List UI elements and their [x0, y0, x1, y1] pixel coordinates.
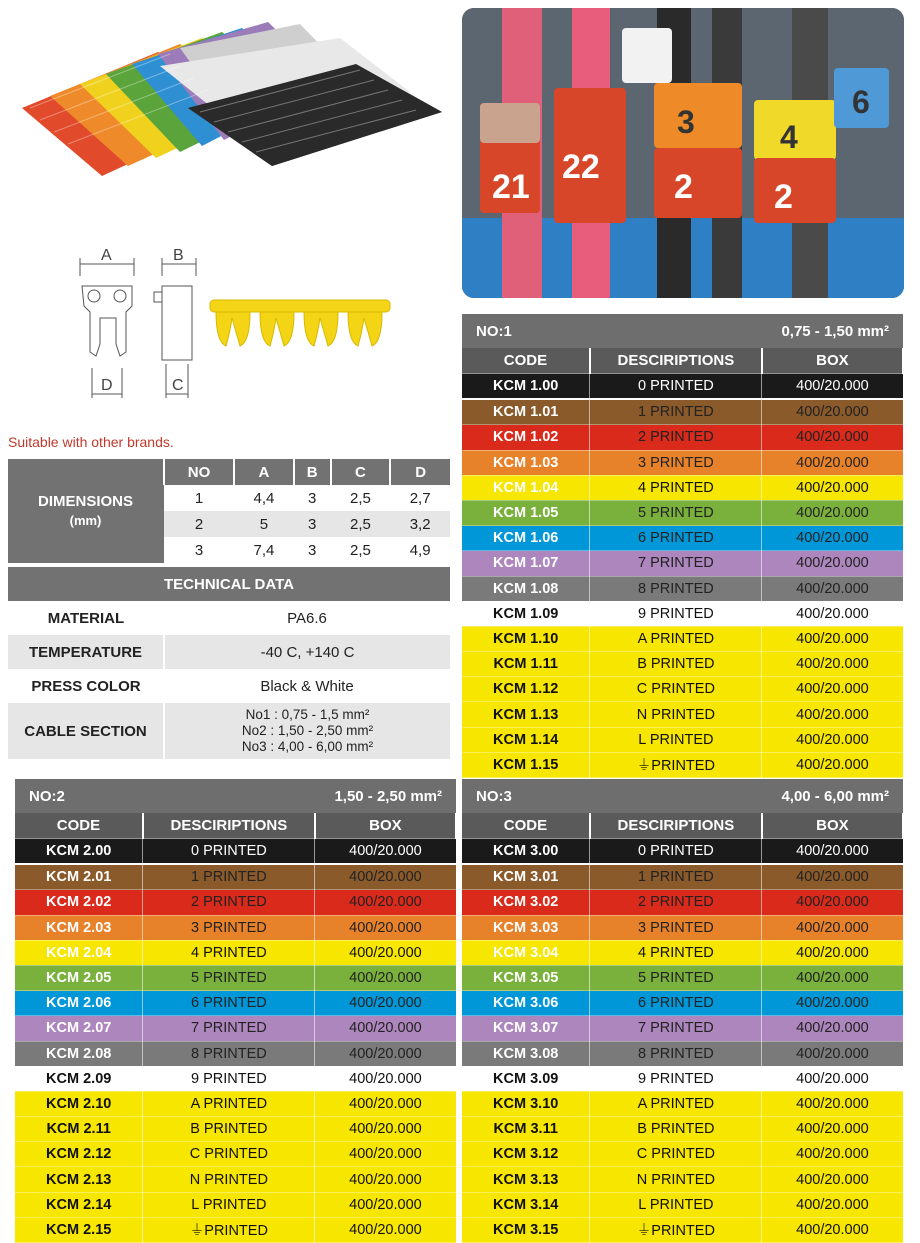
product-code: KCM 2.03: [15, 915, 143, 940]
product-description: ⏚PRINTED: [143, 1217, 315, 1242]
product-code: KCM 2.15: [15, 1217, 143, 1242]
product-description: 5 PRINTED: [590, 965, 762, 990]
product-description: 8 PRINTED: [590, 1041, 762, 1066]
temperature-value: -40 C, +140 C: [164, 635, 450, 669]
product-box: 400/20.000: [762, 500, 903, 525]
cable-markers-photo: [462, 8, 904, 298]
product-box: 400/20.000: [762, 399, 903, 425]
press-color-value: Black & White: [260, 677, 354, 695]
table-title: NO:1: [476, 322, 512, 340]
product-row: [462, 1041, 903, 1066]
product-row: [462, 991, 903, 1016]
product-code: KCM 3.07: [462, 1016, 590, 1041]
product-description: 5 PRINTED: [143, 965, 315, 990]
product-description: B PRINTED: [590, 1117, 762, 1142]
product-code: KCM 2.13: [15, 1167, 143, 1192]
product-code: KCM 1.05: [462, 500, 590, 525]
product-description: 0 PRINTED: [590, 839, 762, 865]
table-range: 4,00 - 6,00 mm²: [781, 787, 889, 805]
product-code: KCM 3.01: [462, 864, 590, 890]
product-description: 1 PRINTED: [590, 864, 762, 890]
product-description: L PRINTED: [143, 1192, 315, 1217]
product-code: KCM 3.05: [462, 965, 590, 990]
product-description: B PRINTED: [143, 1117, 315, 1142]
product-box: 400/20.000: [762, 839, 903, 865]
product-description: 0 PRINTED: [590, 374, 762, 400]
product-row: [462, 601, 903, 626]
diagram-label-a: A: [101, 247, 112, 264]
product-description: 7 PRINTED: [143, 1016, 315, 1041]
product-code: KCM 2.08: [15, 1041, 143, 1066]
dim-cell: 4,9: [409, 541, 431, 559]
column-header-box: BOX: [315, 813, 456, 839]
dim-cell: 3: [308, 515, 317, 533]
dim-cell: 3: [308, 489, 317, 507]
svg-text:22: 22: [562, 148, 600, 186]
product-description: 7 PRINTED: [590, 1016, 762, 1041]
product-code: KCM 2.05: [15, 965, 143, 990]
product-row: [462, 864, 903, 890]
dimensions-table: [8, 459, 450, 563]
product-description: B PRINTED: [590, 652, 762, 677]
svg-text:4: 4: [780, 119, 798, 155]
dim-cell: 2,5: [349, 515, 371, 533]
product-code: KCM 2.07: [15, 1016, 143, 1041]
product-description: L PRINTED: [590, 1192, 762, 1217]
product-row: [15, 991, 456, 1016]
product-code: KCM 1.01: [462, 399, 590, 425]
product-code: KCM 3.10: [462, 1091, 590, 1116]
product-row: [462, 450, 903, 475]
product-box: 400/20.000: [315, 940, 456, 965]
product-description: C PRINTED: [590, 1142, 762, 1167]
product-description: C PRINTED: [143, 1142, 315, 1167]
product-box: 400/20.000: [762, 702, 903, 727]
product-box: 400/20.000: [762, 374, 903, 400]
product-box: 400/20.000: [762, 864, 903, 890]
product-box: 400/20.000: [762, 915, 903, 940]
technical-title: TECHNICAL DATA: [8, 567, 450, 601]
product-description: 8 PRINTED: [590, 576, 762, 601]
product-description: 4 PRINTED: [590, 940, 762, 965]
product-code: KCM 3.13: [462, 1167, 590, 1192]
dim-cell: 3,2: [409, 515, 431, 533]
product-table-no1: [462, 314, 904, 778]
product-code: KCM 2.14: [15, 1192, 143, 1217]
product-row: [462, 425, 903, 450]
product-code: KCM 3.11: [462, 1117, 590, 1142]
product-box: 400/20.000: [762, 1066, 903, 1091]
product-row: [462, 677, 903, 702]
dimensions-label-cell: [8, 459, 164, 563]
product-description: 2 PRINTED: [143, 890, 315, 915]
diagram-label-d: D: [101, 377, 113, 394]
diagram-label-c: C: [172, 377, 184, 394]
material-value: PA6.6: [287, 609, 327, 627]
product-description: A PRINTED: [590, 626, 762, 651]
cable-section-line: No1 : 0,75 - 1,5 mm²: [245, 707, 370, 722]
product-row: [462, 1016, 903, 1041]
product-code: KCM 1.15: [462, 752, 590, 777]
product-box: 400/20.000: [315, 1041, 456, 1066]
product-box: 400/20.000: [762, 677, 903, 702]
dimensions-label: DIMENSIONS: [37, 493, 133, 510]
product-row: [462, 727, 903, 752]
product-code: KCM 2.02: [15, 890, 143, 915]
dim-header-c: C: [331, 459, 391, 485]
product-box: 400/20.000: [762, 1016, 903, 1041]
table-header-bar: [462, 314, 903, 348]
product-description: N PRINTED: [590, 702, 762, 727]
product-row: [462, 1091, 903, 1116]
product-row: [15, 940, 456, 965]
compatibility-note: Suitable with other brands.: [8, 434, 174, 450]
dim-header-a: A: [234, 459, 294, 485]
product-description: ⏚PRINTED: [590, 1217, 762, 1242]
product-box: 400/20.000: [762, 576, 903, 601]
product-code: KCM 2.01: [15, 864, 143, 890]
product-description: A PRINTED: [143, 1091, 315, 1116]
dim-header-b: B: [294, 459, 331, 485]
product-description: 4 PRINTED: [143, 940, 315, 965]
product-description: N PRINTED: [590, 1167, 762, 1192]
dim-cell: 3: [308, 541, 317, 559]
product-description: 6 PRINTED: [143, 991, 315, 1016]
product-row: [462, 1167, 903, 1192]
product-row: [15, 1091, 456, 1116]
product-box: 400/20.000: [762, 1091, 903, 1116]
product-description: 2 PRINTED: [590, 425, 762, 450]
product-code: KCM 1.06: [462, 526, 590, 551]
product-row: [15, 1041, 456, 1066]
product-description: 7 PRINTED: [590, 551, 762, 576]
product-box: 400/20.000: [762, 965, 903, 990]
product-description: ⏚PRINTED: [590, 752, 762, 777]
product-row: [15, 1192, 456, 1217]
product-row: [462, 551, 903, 576]
product-box: 400/20.000: [315, 1066, 456, 1091]
product-code: KCM 1.12: [462, 677, 590, 702]
svg-text:2: 2: [674, 168, 693, 206]
product-code: KCM 1.02: [462, 425, 590, 450]
product-box: 400/20.000: [315, 890, 456, 915]
column-header-description: DESCIRIPTIONS: [590, 348, 762, 374]
product-box: 400/20.000: [762, 1041, 903, 1066]
dim-cell: 2: [194, 515, 204, 533]
product-row: [462, 915, 903, 940]
product-code: KCM 3.15: [462, 1217, 590, 1242]
dim-cell: 7,4: [253, 541, 275, 559]
product-table-no3: [462, 779, 904, 1243]
product-code: KCM 3.04: [462, 940, 590, 965]
column-header-box: BOX: [762, 348, 903, 374]
product-row: [462, 500, 903, 525]
product-row: [15, 1167, 456, 1192]
product-row: [462, 702, 903, 727]
product-description: 6 PRINTED: [590, 991, 762, 1016]
dim-cell: 3: [194, 541, 204, 559]
temperature-label: TEMPERATURE: [28, 643, 143, 661]
product-code: KCM 1.04: [462, 475, 590, 500]
dim-header-no: NO: [164, 459, 234, 485]
dim-cell: 4,4: [253, 489, 275, 507]
product-row: [15, 1142, 456, 1167]
column-header-description: DESCIRIPTIONS: [590, 813, 762, 839]
column-header-code: CODE: [462, 348, 590, 374]
product-code: KCM 3.00: [462, 839, 590, 865]
product-description: 3 PRINTED: [590, 450, 762, 475]
product-code: KCM 1.00: [462, 374, 590, 400]
product-code: KCM 1.07: [462, 551, 590, 576]
product-row: [462, 965, 903, 990]
product-description: 2 PRINTED: [590, 890, 762, 915]
product-table-no2: [15, 779, 457, 1243]
product-box: 400/20.000: [315, 965, 456, 990]
product-code: KCM 2.00: [15, 839, 143, 865]
product-description: N PRINTED: [143, 1167, 315, 1192]
product-box: 400/20.000: [315, 1117, 456, 1142]
product-code: KCM 3.03: [462, 915, 590, 940]
table-header-bar: [15, 779, 456, 813]
dim-cell: 5: [259, 515, 269, 533]
product-row: [462, 752, 903, 777]
product-box: 400/20.000: [315, 1217, 456, 1242]
product-row: [462, 526, 903, 551]
product-box: 400/20.000: [315, 1091, 456, 1116]
product-description: 0 PRINTED: [143, 839, 315, 865]
product-box: 400/20.000: [762, 1117, 903, 1142]
marker-sheets-image: [10, 8, 450, 188]
product-row: [462, 1192, 903, 1217]
cable-section-line: No2 : 1,50 - 2,50 mm²: [241, 723, 374, 738]
product-row: [15, 839, 456, 865]
dim-cell: 2,5: [349, 541, 371, 559]
product-row: [462, 399, 903, 425]
product-row: [462, 1217, 903, 1242]
material-label: MATERIAL: [47, 609, 125, 627]
product-description: 6 PRINTED: [590, 526, 762, 551]
product-box: 400/20.000: [762, 450, 903, 475]
product-box: 400/20.000: [315, 864, 456, 890]
diagram-label-b: B: [173, 247, 184, 264]
cable-section-values: [164, 703, 450, 759]
product-code: KCM 3.02: [462, 890, 590, 915]
product-description: 8 PRINTED: [143, 1041, 315, 1066]
product-description: 3 PRINTED: [143, 915, 315, 940]
product-row: [15, 1016, 456, 1041]
product-box: 400/20.000: [762, 1167, 903, 1192]
product-code: KCM 1.14: [462, 727, 590, 752]
product-code: KCM 1.10: [462, 626, 590, 651]
product-code: KCM 2.06: [15, 991, 143, 1016]
dim-cell: 2,7: [409, 489, 431, 507]
product-code: KCM 3.14: [462, 1192, 590, 1217]
product-box: 400/20.000: [315, 1167, 456, 1192]
product-row: [462, 374, 903, 400]
product-row: [462, 1142, 903, 1167]
column-header-code: CODE: [15, 813, 143, 839]
product-box: 400/20.000: [762, 425, 903, 450]
product-row: [15, 1066, 456, 1091]
column-header-box: BOX: [762, 813, 903, 839]
product-row: [15, 1117, 456, 1142]
product-row: [15, 864, 456, 890]
product-description: C PRINTED: [590, 677, 762, 702]
table-range: 0,75 - 1,50 mm²: [781, 322, 889, 340]
product-box: 400/20.000: [315, 1016, 456, 1041]
product-row: [462, 890, 903, 915]
product-code: KCM 2.04: [15, 940, 143, 965]
product-box: 400/20.000: [762, 991, 903, 1016]
product-row: [462, 475, 903, 500]
column-header-code: CODE: [462, 813, 590, 839]
product-code: KCM 2.12: [15, 1142, 143, 1167]
product-box: 400/20.000: [762, 551, 903, 576]
product-row: [462, 576, 903, 601]
product-box: 400/20.000: [315, 1192, 456, 1217]
product-box: 400/20.000: [315, 915, 456, 940]
product-description: A PRINTED: [590, 1091, 762, 1116]
product-row: [462, 839, 903, 865]
table-title: NO:2: [29, 787, 65, 805]
svg-text:2: 2: [774, 178, 793, 216]
technical-data-table: [8, 567, 450, 759]
dimension-diagram: [70, 246, 400, 401]
product-code: KCM 1.11: [462, 652, 590, 677]
product-box: 400/20.000: [762, 475, 903, 500]
product-description: L PRINTED: [590, 727, 762, 752]
product-code: KCM 3.08: [462, 1041, 590, 1066]
product-code: KCM 2.10: [15, 1091, 143, 1116]
table-title: NO:3: [476, 787, 512, 805]
product-box: 400/20.000: [762, 727, 903, 752]
product-box: 400/20.000: [762, 940, 903, 965]
product-description: 9 PRINTED: [143, 1066, 315, 1091]
product-code: KCM 2.09: [15, 1066, 143, 1091]
product-code: KCM 2.11: [15, 1117, 143, 1142]
dim-header-d: D: [390, 459, 450, 485]
product-code: KCM 1.13: [462, 702, 590, 727]
product-box: 400/20.000: [762, 752, 903, 777]
svg-text:6: 6: [852, 84, 870, 120]
svg-text:3: 3: [677, 104, 695, 140]
product-description: 9 PRINTED: [590, 601, 762, 626]
dim-cell: 1: [194, 489, 204, 507]
dimensions-unit: (mm): [69, 513, 102, 528]
product-box: 400/20.000: [315, 1142, 456, 1167]
product-box: 400/20.000: [315, 839, 456, 865]
product-row: [462, 626, 903, 651]
product-row: [15, 965, 456, 990]
cable-section-label: CABLE SECTION: [24, 722, 147, 740]
product-description: 4 PRINTED: [590, 475, 762, 500]
product-description: 3 PRINTED: [590, 915, 762, 940]
product-box: 400/20.000: [762, 1217, 903, 1242]
product-description: 5 PRINTED: [590, 500, 762, 525]
dim-cell: 2,5: [349, 489, 371, 507]
product-row: [15, 1217, 456, 1242]
product-row: [462, 652, 903, 677]
product-box: 400/20.000: [762, 526, 903, 551]
svg-text:21: 21: [492, 168, 530, 206]
table-range: 1,50 - 2,50 mm²: [334, 787, 442, 805]
press-color-label: PRESS COLOR: [31, 677, 141, 695]
product-row: [462, 1066, 903, 1091]
product-box: 400/20.000: [315, 991, 456, 1016]
column-header-description: DESCIRIPTIONS: [143, 813, 315, 839]
product-row: [462, 1117, 903, 1142]
product-row: [462, 940, 903, 965]
product-description: 1 PRINTED: [143, 864, 315, 890]
table-header-bar: [462, 779, 903, 813]
product-code: KCM 3.12: [462, 1142, 590, 1167]
product-code: KCM 3.06: [462, 991, 590, 1016]
product-box: 400/20.000: [762, 1142, 903, 1167]
cable-section-line: No3 : 4,00 - 6,00 mm²: [241, 739, 374, 754]
product-box: 400/20.000: [762, 652, 903, 677]
product-code: KCM 3.09: [462, 1066, 590, 1091]
product-description: 1 PRINTED: [590, 399, 762, 425]
product-box: 400/20.000: [762, 1192, 903, 1217]
product-box: 400/20.000: [762, 890, 903, 915]
product-row: [15, 890, 456, 915]
product-box: 400/20.000: [762, 626, 903, 651]
product-description: 9 PRINTED: [590, 1066, 762, 1091]
product-row: [15, 915, 456, 940]
product-box: 400/20.000: [762, 601, 903, 626]
product-code: KCM 1.03: [462, 450, 590, 475]
product-code: KCM 1.09: [462, 601, 590, 626]
product-code: KCM 1.08: [462, 576, 590, 601]
